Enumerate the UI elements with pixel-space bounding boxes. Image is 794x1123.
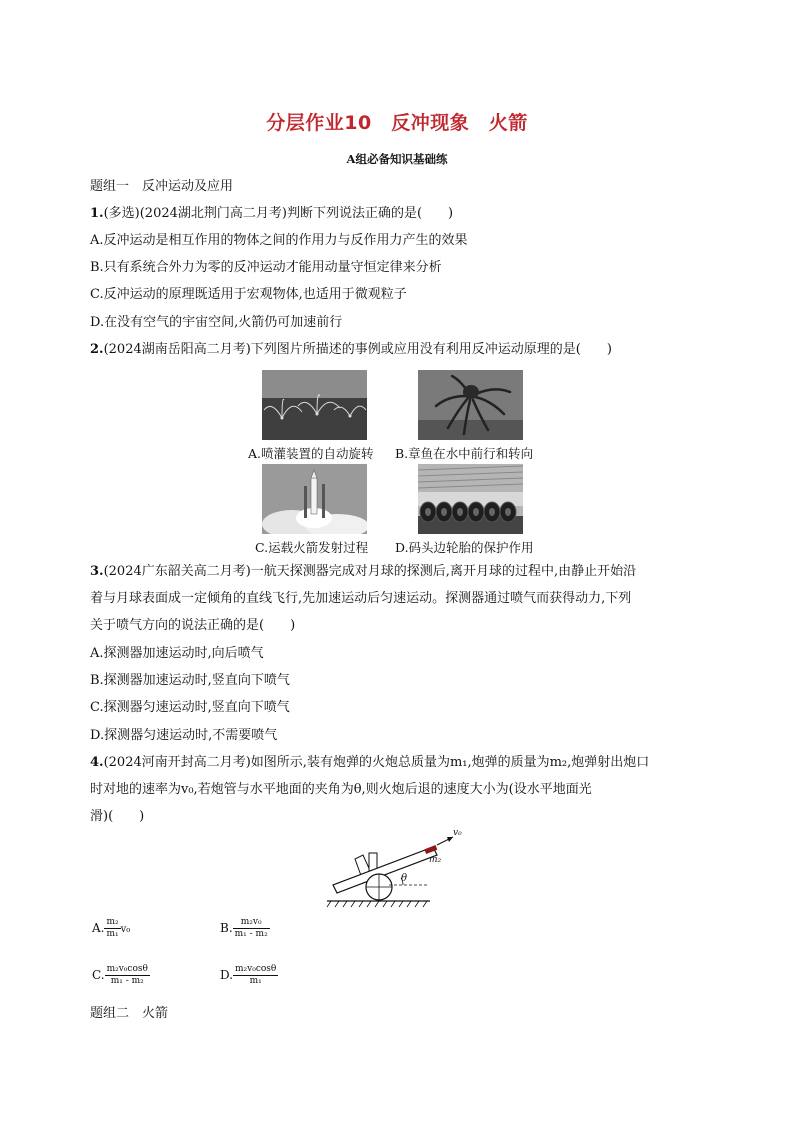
q4-stem-line-2: 时对地的速率为v₀,若炮管与水平地面的夹角为θ,则火炮后退的速度大小为(设水平地面光 [90,782,592,797]
cannon-diagram [325,825,475,910]
frac-numerator: m₂v₀cosθ [106,964,148,974]
frac-denominator: m₁ - m₂ [105,975,150,987]
q1-stem [90,205,453,223]
q4-option-a-tail: v₀ [120,924,131,935]
q1-option-c: C.反冲运动的原理既适用于宏观物体,也适用于微观粒子 [90,287,407,302]
q3-stem-line-2: 着与月球表面成一定倾角的直线飞行,先加速运动后匀速运动。探测器通过喷气而获得动力,下列 [90,591,632,606]
q4-option-b [220,917,270,940]
frac-denominator: m₁ [233,975,278,987]
theta-label: θ [401,873,408,884]
page-title: 分层作业10 反冲现象 火箭 [266,112,528,134]
q2-caption-d: D.码头边轮胎的保护作用 [395,540,534,555]
q1-option-a: A.反冲运动是相互作用的物体之间的作用力与反作用力产生的效果 [90,233,468,248]
q4-option-d [220,964,278,987]
v0-label: v₀ [453,828,462,838]
group-heading-1: 题组一 反冲运动及应用 [90,179,234,194]
rocket-photo [262,464,367,534]
q3-option-d: D.探测器匀速运动时,不需要喷气 [90,728,278,743]
group-heading-2: 题组二 火箭 [90,1006,169,1021]
q4-option-a [92,917,130,940]
q4-text-1: (2024河南开封高二月考)如图所示,装有炮弹的火炮总质量为m₁,炮弹的质量为m₂,炮弹射出炮口 [103,755,650,770]
q3-stem-line-1 [90,563,636,581]
q3-option-b: B.探测器加速运动时,竖直向下喷气 [90,673,290,688]
q4-option-a-letter: A. [92,921,105,935]
q4-option-b-letter: B. [220,921,233,935]
q2-stem [90,341,612,359]
q2-caption-c: C.运载火箭发射过程 [255,540,369,555]
q4-option-c [92,964,150,987]
q2-caption-b: B.章鱼在水中前行和转向 [395,446,534,461]
q4-option-d-fraction [233,964,278,987]
octopus-photo [418,370,523,440]
q2-number: 2. [90,342,104,357]
m2-label: m₂ [429,855,442,865]
q2-text: (2024湖南岳阳高二月考)下列图片所描述的事例或应用没有利用反冲运动原理的是( ) [103,342,612,357]
q4-option-b-fraction [233,917,270,940]
frac-denominator: m₁ [106,929,119,939]
q4-option-d-letter: D. [220,968,234,982]
q1-text: (多选)(2024湖北荆门高二月考)判断下列说法正确的是( ) [103,206,454,221]
q3-number: 3. [90,564,104,579]
frac-numerator: m₂v₀cosθ [235,964,277,974]
q4-number: 4. [90,755,104,770]
q2-caption-a: A.喷灌装置的自动旋转 [248,446,374,461]
frac-numerator: m₂ [106,917,119,927]
q1-option-b: B.只有系统合外力为零的反冲运动才能用动量守恒定律来分析 [90,260,442,275]
frac-denominator: m₁ - m₂ [234,929,268,939]
q4-stem-line-3: 滑)( ) [90,809,145,824]
q3-text-1: (2024广东韶关高二月考)一航天探测器完成对月球的探测后,离开月球的过程中,由静止开始沿 [103,564,637,579]
sprinkler-photo [262,370,367,440]
q4-stem-line-1 [90,754,649,772]
q3-option-a: A.探测器加速运动时,向后喷气 [90,646,264,661]
section-subtitle: A组必备知识基础练 [346,152,448,166]
q4-option-a-fraction [104,917,120,940]
q4-option-c-fraction [105,964,150,987]
q3-option-c: C.探测器匀速运动时,竖直向下喷气 [90,700,290,715]
q4-option-c-letter: C. [92,968,105,982]
q1-option-d: D.在没有空气的宇宙空间,火箭仍可加速前行 [90,315,343,330]
q1-number: 1. [90,206,104,221]
frac-numerator: m₂v₀ [240,917,262,927]
q3-stem-line-3: 关于喷气方向的说法正确的是( ) [90,618,296,633]
dock-tires-photo [418,464,523,534]
